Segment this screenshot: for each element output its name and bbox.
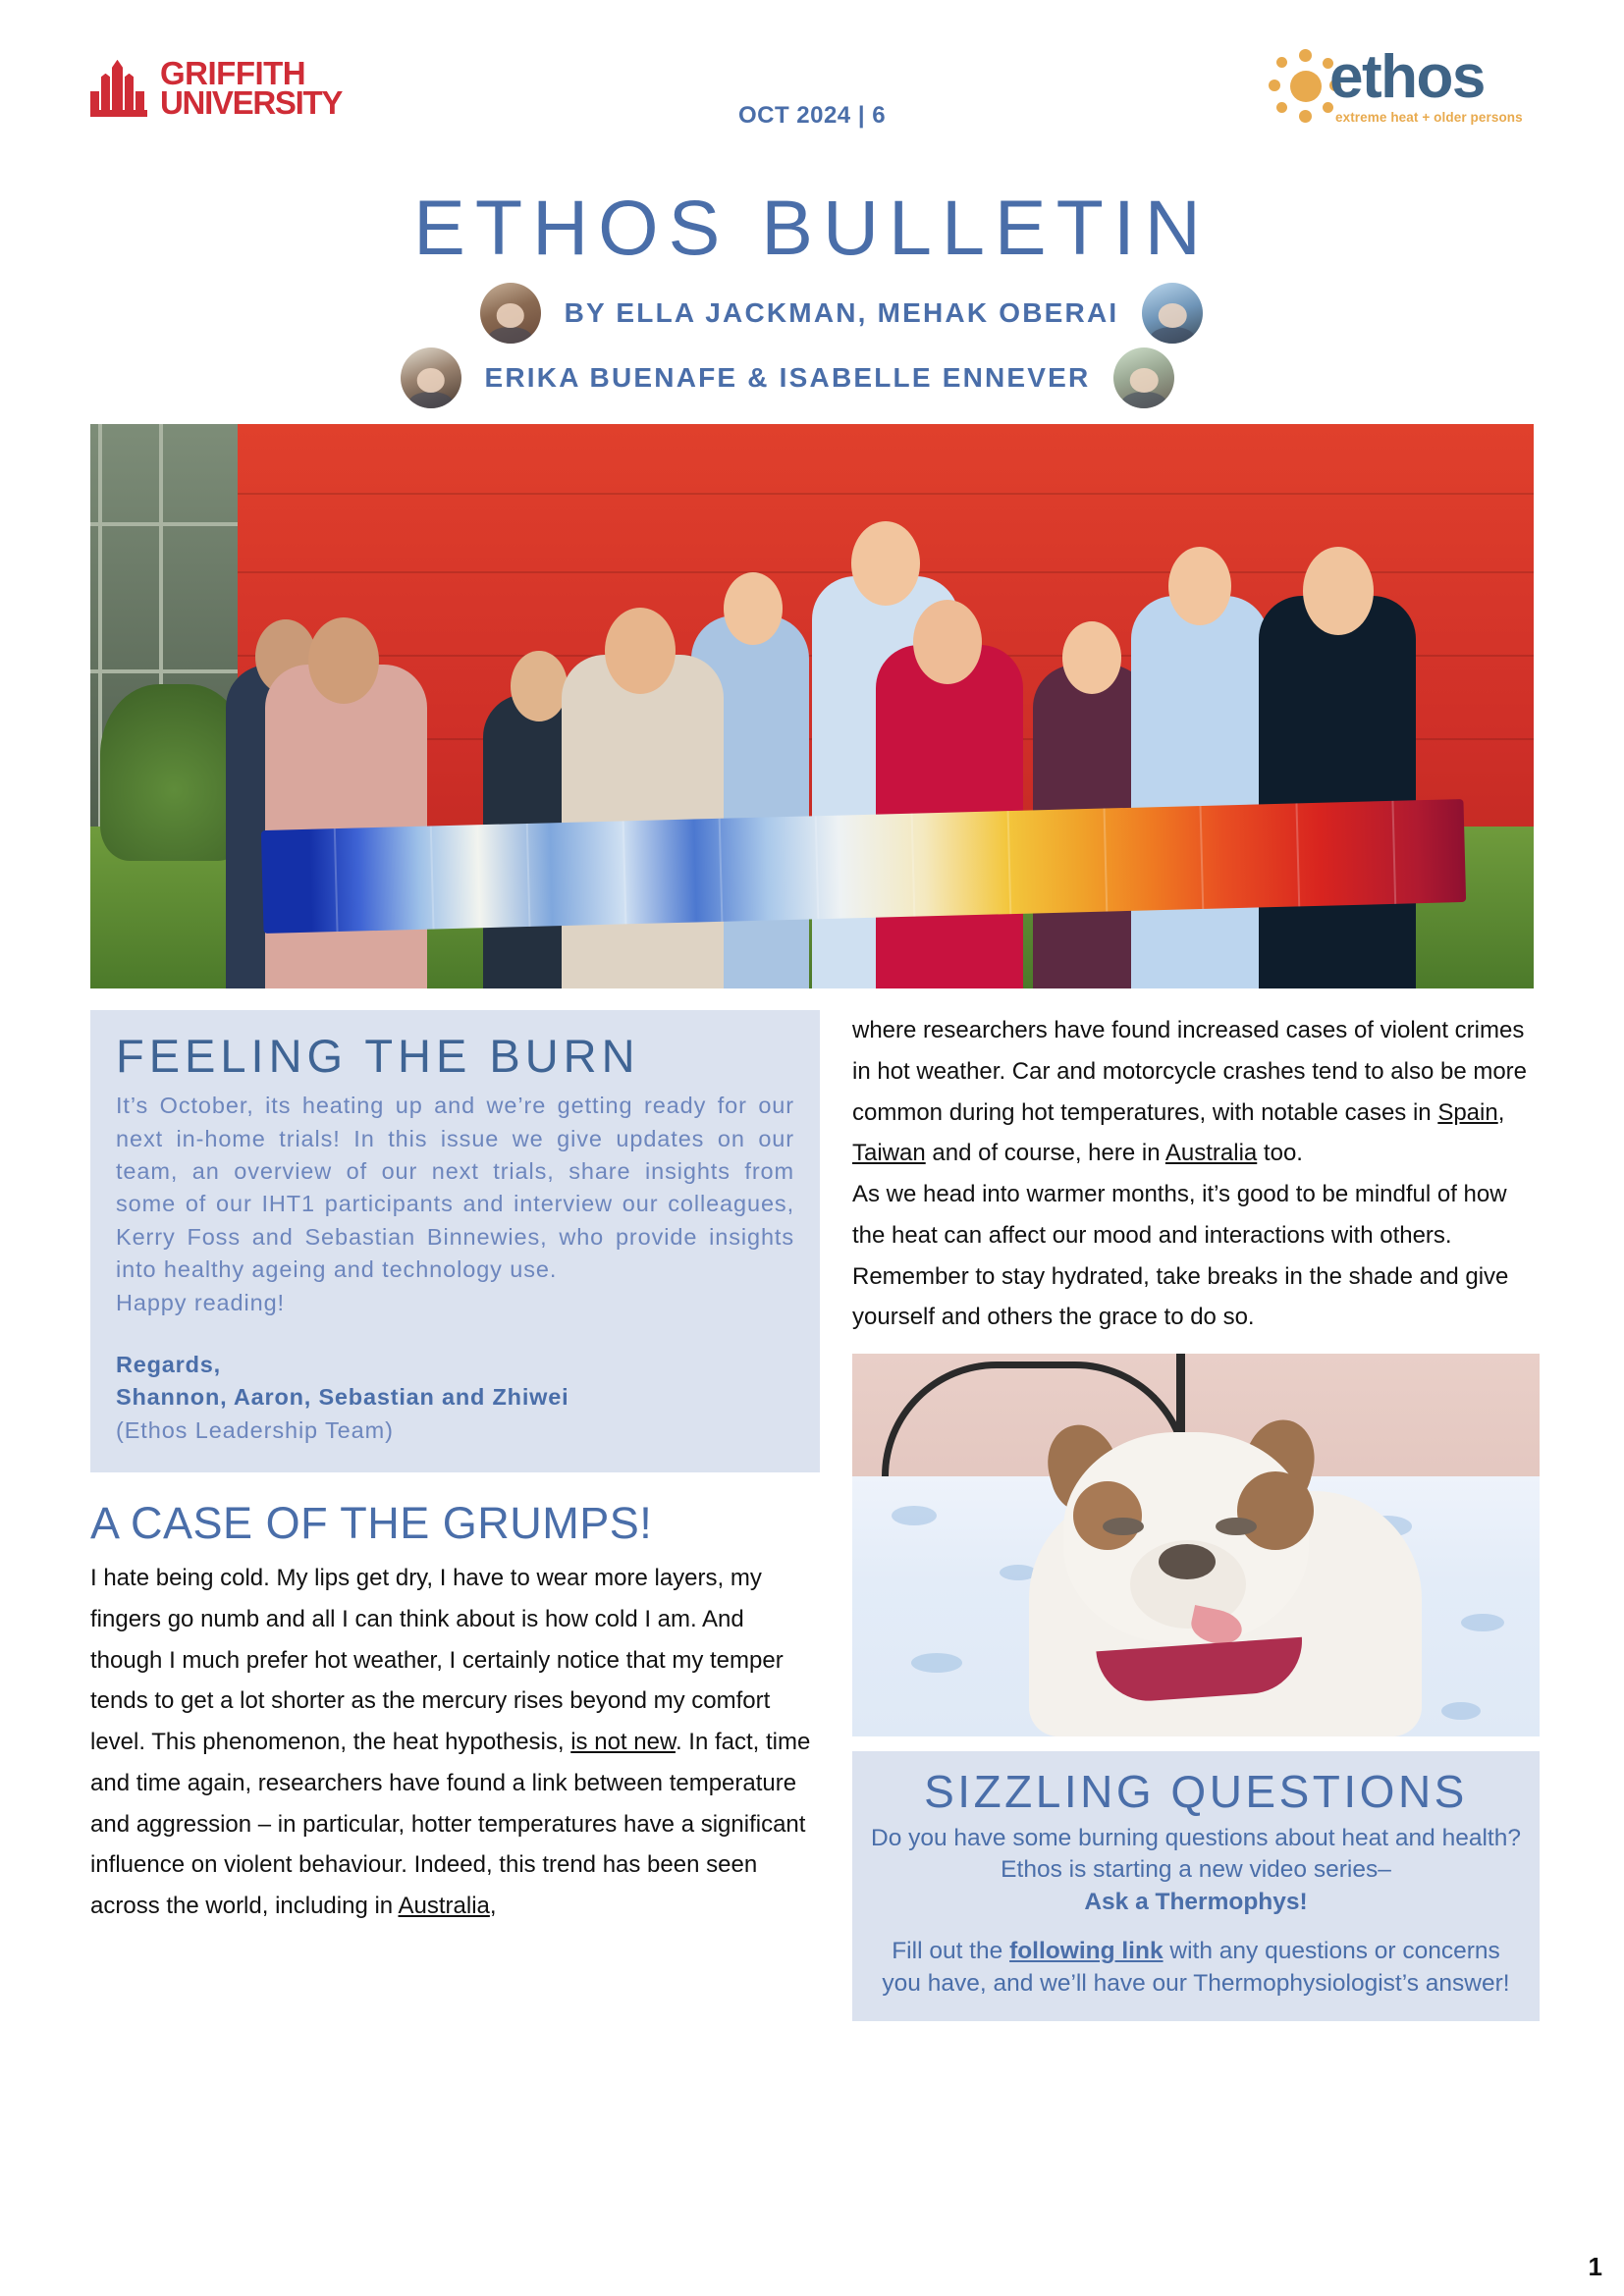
right-paragraph-1: [852, 1010, 1540, 1174]
griffith-line-2: UNIVERSITY: [160, 83, 343, 121]
signature-regards: Regards,: [116, 1351, 221, 1377]
grumps-text-a: I hate being cold. My lips get dry, I have to wear more layers, my fingers go numb and all I can think about is how cold I am. And though I much prefer hot weather, I certainly notice that my temper tends to get a lot shorter as the mercury rises beyond my comfort level. This phenomenon, the heat hypothesis,: [90, 1565, 784, 1756]
sizzle-text-b: with any questions or concerns you have, and we’ll have our Thermophysiologist’s answer!: [882, 1938, 1510, 1997]
avatar-erika-buenafe: [401, 347, 461, 408]
right-column-body: [852, 1010, 1540, 1338]
signature-names: Shannon, Aaron, Sebastian and Zhiwei: [116, 1384, 569, 1411]
team-photo: [90, 424, 1534, 988]
byline-row-2: [0, 347, 1624, 408]
burn-paragraph: It’s October, its heating up and we’re getting ready for our next in-home trials! In this issue we give updates on our team, an overview of our next trials, share insights from some of our IHT1 participants and interview our colleagues, Kerry Foss and Sebastian Binnewies, who provide insights into healthy ageing and technology use.: [116, 1093, 794, 1283]
signature-team: (Ethos Leadership Team): [116, 1416, 394, 1443]
bulldog-photo: [852, 1354, 1540, 1736]
sizzle-cta: Ask a Thermophys!: [1084, 1888, 1308, 1915]
ethos-wordmark: ethos: [1329, 43, 1485, 111]
page-number: 1: [1588, 2252, 1602, 2281]
page-header: [0, 0, 1624, 177]
griffith-line-1: GRIFFITH: [160, 55, 306, 91]
sizzling-questions-body: [870, 1823, 1522, 2001]
right-text-b: ,: [1497, 1098, 1505, 1126]
sizzle-paragraph-2: [870, 1936, 1522, 2000]
avatar-isabelle-ennever: [1113, 347, 1174, 408]
left-column: [90, 1010, 820, 2021]
sizzling-questions-heading: SIZZLING QUESTIONS: [924, 1766, 1468, 1817]
avatar-mehak-oberai: [1142, 283, 1203, 344]
grumps-text-c: ,: [489, 1893, 497, 1920]
burn-happy-reading: Happy reading!: [116, 1289, 285, 1315]
sizzling-questions-panel: [852, 1751, 1540, 2021]
link-australia-2[interactable]: Australia: [1164, 1140, 1258, 1167]
ethos-logo: [1269, 39, 1534, 128]
byline: [0, 283, 1624, 408]
right-column: [852, 1010, 1540, 2021]
right-text-c: and of course, here in: [925, 1140, 1165, 1167]
link-is-not-new[interactable]: is not new: [570, 1729, 676, 1756]
feeling-the-burn-panel: [90, 1010, 820, 1472]
byline-line-2: ERIKA BUENAFE & ISABELLE ENNEVER: [484, 362, 1091, 393]
following-link[interactable]: following link: [1009, 1938, 1164, 1965]
feeling-the-burn-heading: FEELING THE BURN: [116, 1030, 640, 1082]
right-text-d: too.: [1257, 1140, 1303, 1167]
feeling-the-burn-signature: [116, 1349, 794, 1447]
page-title: ETHOS BULLETIN: [413, 184, 1211, 271]
link-spain[interactable]: Spain: [1437, 1098, 1498, 1126]
link-taiwan[interactable]: Taiwan: [852, 1140, 926, 1167]
feeling-the-burn-body: [116, 1090, 794, 1319]
grumps-paragraph: [90, 1558, 820, 1927]
issue-date-label: OCT 2024 | 6: [737, 102, 887, 129]
byline-row-1: [0, 283, 1624, 344]
avatar-ella-jackman: [480, 283, 541, 344]
byline-line-1: BY ELLA JACKMAN, MEHAK OBERAI: [564, 297, 1119, 328]
link-australia-1[interactable]: Australia: [398, 1893, 490, 1920]
right-text-a: where researchers have found increased cases of violent crimes in hot weather. Car and motorcycle crashes tend to also be more common during hot temperatures, with notable cases in: [852, 1017, 1528, 1126]
sizzle-paragraph-1: Do you have some burning questions about heat and health? Ethos is starting a new video series–: [871, 1824, 1521, 1884]
right-paragraph-2: As we head into warmer months, it’s good to be mindful of how the heat can affect our mood and interactions with others. Remember to stay hydrated, take breaks in the shade and give yourself and others the grace to do so.: [852, 1181, 1509, 1331]
grumps-body: [90, 1558, 820, 1927]
content-columns: [90, 1010, 1534, 2021]
sizzle-text-a: Fill out the: [892, 1938, 1010, 1965]
grumps-heading: A CASE OF THE GRUMPS!: [90, 1497, 653, 1548]
grumps-text-b: . In fact, time and time again, researchers have found a link between temperature and aggression – in particular, hotter temperatures have a significant influence on violent behaviour. Indeed, this trend has been seen across the world, including in: [90, 1729, 811, 1920]
ethos-tagline: extreme heat + older persons: [1335, 110, 1523, 125]
